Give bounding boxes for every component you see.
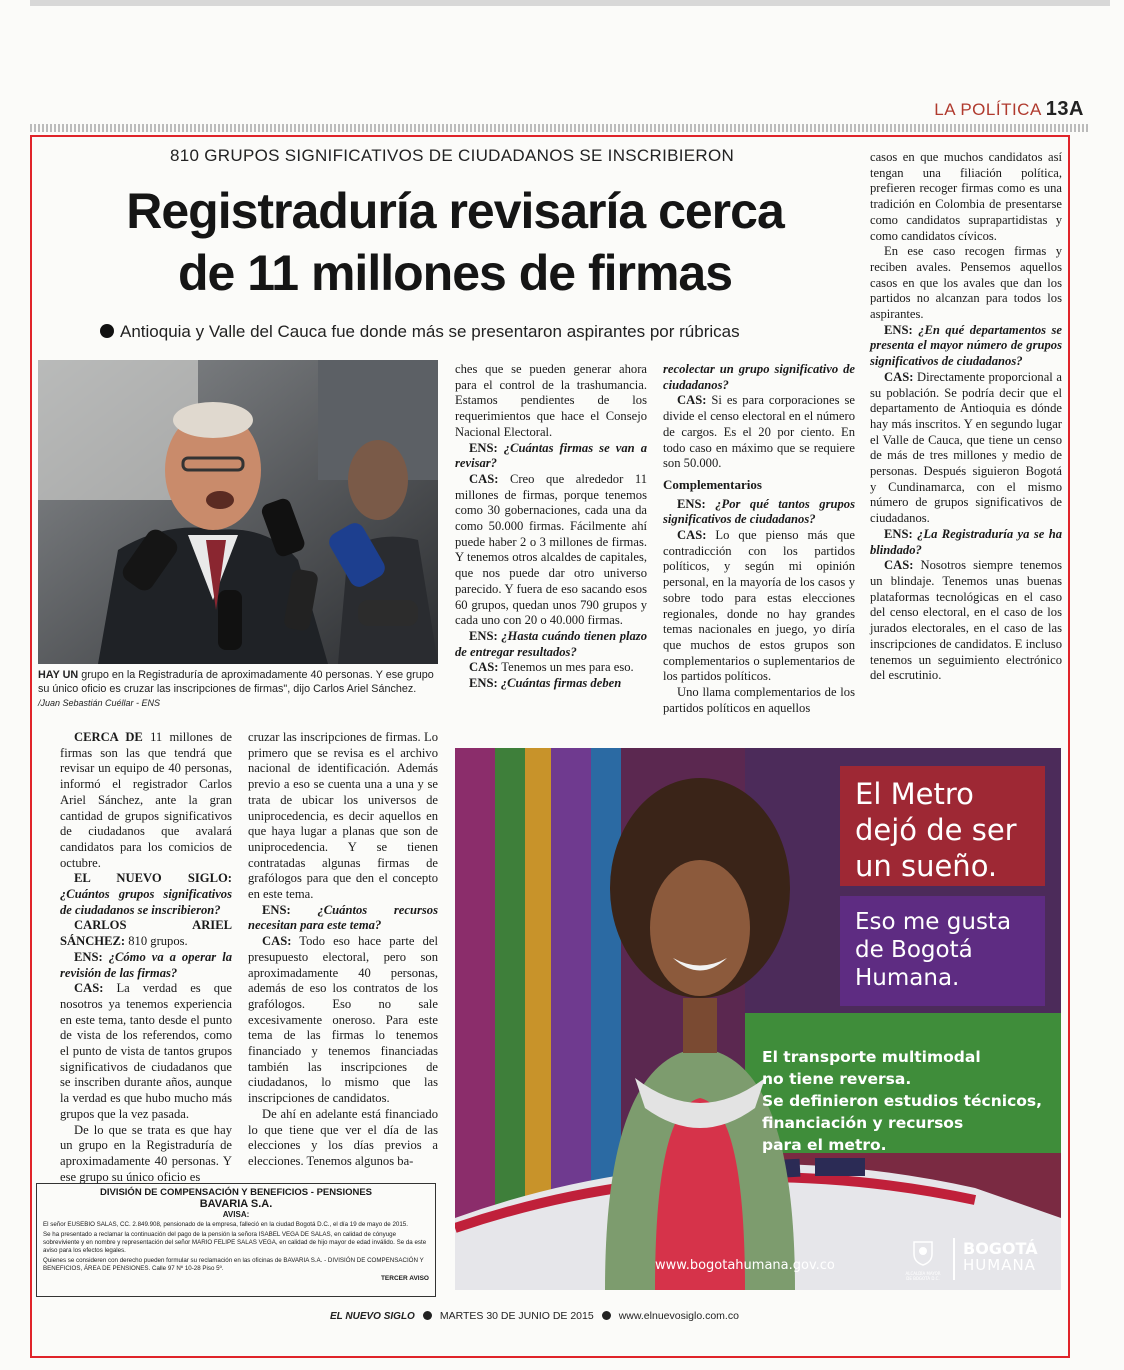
- speaker-label: CARLOS ARIEL SÁNCHEZ:: [60, 918, 232, 949]
- footer-date: MARTES 30 DE JUNIO DE 2015: [439, 1310, 594, 1322]
- dotted-rule: [30, 124, 1090, 132]
- ad-text-line: financiación y recursos: [762, 1114, 964, 1132]
- caption-credit: /Juan Sebastián Cuéllar - ENS: [38, 698, 161, 708]
- paragraph: Uno llama complementarios de los partidos políticos en aquellos: [663, 685, 855, 715]
- answer: Directamente proporcional a su población. Se podría decir que el departamento de Antioquia es dónde hay más inscritos. Y en segundo lugar el Valle de Cauca, que tiene un censo de más de tres millones y medio de personas. Después siguieron Bogotá y Cundinamarca, con el mismo número de grupos significativos de ciudadanos.: [870, 369, 1062, 526]
- speaker-label: ENS:: [74, 949, 103, 964]
- question: ¿La Registraduría ya se ha blindado?: [870, 526, 1062, 557]
- speaker-label: ENS:: [469, 628, 498, 643]
- ad-text-line: un sueño.: [855, 849, 998, 883]
- ad-text-line: El Metro: [855, 777, 974, 811]
- answer: Si es para corporaciones se divide el censo electoral en el número de cargos. Es el 20 por ciento. En todo caso en máximo que se requiere son 50.000.: [663, 393, 855, 471]
- ad-text-line: de Bogotá: [855, 937, 973, 963]
- article-column-4: [663, 362, 855, 716]
- paragraph: cruzar las inscripciones de firmas. Lo primero que se revisa es el archivo nacional de identificación. Además previo a eso se cuenta una a una y se trata de ubicar los universos de uniprocedencia, es decir aquellos en que haya lugar a planas que son de uniprocedencia. Y se tienen contratadas algunas firmas de grafólogos para que den el concepto en este tema.: [248, 730, 438, 902]
- paragraph: De lo que se trata es que hay un grupo en la Registraduría de aproximadamente 40 personas. Y ese grupo su único oficio es: [60, 1122, 232, 1184]
- answer: Nosotros siempre tenemos un blindaje. Tenemos unas buenas plataformas tecnológicas en el caso del censo electoral, en el caso de los jurados electorales, en el caso de las inscripciones de candidatos. E incluso tenemos un seguimiento electrónico del escrutinio.: [870, 558, 1063, 683]
- notice-title: DIVISIÓN DE COMPENSACIÓN Y BENEFICIOS - PENSIONES: [99, 1187, 373, 1198]
- answer: Todo eso hace parte del presupuesto electoral, pero son aproximadamente 40 personas, además de eso los contratos de los grafólogos. Eso no sale excesivamente oneroso. Para este tema de las firmas lo tenemos financiado y tenemos financiadas también las inscripciones de ciudadanos, lo mismo que las inscripciones de candidatos.: [248, 934, 438, 1106]
- page-number: 13A: [1045, 98, 1084, 120]
- article-column-5: [870, 150, 1062, 684]
- advertisement: [455, 748, 1061, 1290]
- question: ¿En qué departamentos se presenta el mayor número de grupos significativos de ciudadanos?: [870, 322, 1062, 369]
- bullet-icon: [100, 324, 114, 338]
- article-column-3: [455, 362, 647, 692]
- section-header: [934, 98, 1084, 121]
- speaker-label: ENS:: [469, 676, 498, 691]
- brand-line: BOGOTÁ: [963, 1239, 1038, 1258]
- question: recolectar un grupo significativo de ciudadanos?: [663, 362, 855, 392]
- paragraph: De ahí en adelante está financiado lo que tiene que ver el día de las elecciones y los días previos a elecciones. Tenemos algunos ba-: [248, 1106, 438, 1168]
- article-column-2: [248, 730, 438, 1170]
- paragraph: ches que se pueden generar ahora para el control de la trashumancia. Estamos pendientes de los requerimientos que hace el Consejo Nacional Electoral.: [455, 362, 647, 439]
- article-photo: [38, 360, 438, 664]
- photo-illustration: [38, 360, 438, 664]
- ad-text-line: Se definieron estudios técnicos,: [762, 1092, 1043, 1110]
- speaker-label: CAS:: [677, 393, 707, 408]
- ad-divider: [953, 1238, 955, 1280]
- speaker-label: CAS:: [469, 471, 499, 486]
- bullet-icon: [602, 1311, 611, 1320]
- answer: Creo que alrededor 11 millones de firmas, porque tenemos como 30 gobernaciones, cada una da como 50.000 firmas. Fácilmente ahí puede haber 2 o 3 millones de firmas. Y tenemos otros alcaldes de capitales, que nos puede dar otro universo parecido. Y fuera de eso sacando esos 60 grupos, quedan unos 790 grupos y cada uno con 20 o 40.000 firmas.: [455, 471, 647, 628]
- ad-text-line: para el metro.: [762, 1136, 887, 1154]
- paragraph: 11 millones de firmas son las que tendrá que revisar un equipo de 40 personas, informó el registrador Carlos Ariel Sánchez, ante la gran cantidad de grupos significativos de ciudadanos que avalará candidatos para los comicios de octubre.: [60, 730, 232, 870]
- ad-seal: [903, 1240, 943, 1281]
- footer-url[interactable]: www.elnuevosiglo.com.co: [618, 1310, 739, 1322]
- speaker-label: ENS:: [884, 322, 913, 337]
- speaker-label: ENS:: [884, 526, 913, 541]
- ad-text-line: El transporte multimodal: [762, 1048, 981, 1066]
- seal-text: ALCALDÍA MAYOR DE BOGOTÁ D.C.: [905, 1271, 941, 1281]
- notice-company: BAVARIA S.A.: [199, 1198, 273, 1210]
- caption-text: grupo en la Registraduría de aproximadamente 40 personas. Y ese grupo su único oficio es cruzar las inscripciones de firmas", dijo Carlos Ariel Sánchez.: [38, 669, 434, 695]
- ad-brand: [963, 1240, 1038, 1274]
- section-subheading: Complementarios: [663, 476, 762, 492]
- notice-label: AVISA:: [222, 1210, 250, 1219]
- legal-notice: [36, 1183, 436, 1297]
- headline-line-2: de 11 millones de firmas: [177, 245, 733, 301]
- paragraph: En ese caso recogen firmas y reciben avales. Pensemos aquellos casos en que los avales que dan los partidos no alcanzan para todos los aspirantes.: [870, 244, 1062, 322]
- answer: La verdad es que nosotros ya tenemos experiencia en este tema, tanto desde el punto de vista de los referendos, como el punto de vista de tantos grupos significativos de ciudadanos que se inscriben durante años, aunque la verdad es que hubo mucho más grupos que la vez pasada.: [60, 981, 232, 1121]
- speaker-label: CAS:: [884, 558, 914, 573]
- notice-paragraph: Se ha presentado a reclamar la continuación del pago de la pensión la señora ISABEL VEGA DE SALAS, en calidad de cónyuge sobreviviente y en nombre y representación del señor MARIO FELIPE SALAS VEGA, en calidad de hijo mayor de edad inválido. Se da este aviso para los efectos legales.: [43, 1231, 427, 1254]
- ad-text-line: dejó de ser: [855, 813, 1017, 847]
- ad-text-line: Eso me gusta: [855, 909, 1012, 935]
- speaker-label: ENS:: [469, 440, 498, 455]
- article-column-1: [60, 730, 232, 1185]
- notice-paragraph: El señor EUSEBIO SALAS, CC. 2.849.908, pensionado de la empresa, falleció en la ciudad Bogotá D.C., el día 19 de mayo de 2015.: [43, 1221, 408, 1228]
- caption-lead: HAY UN: [38, 669, 79, 681]
- footer-brand: EL NUEVO SIGLO: [330, 1311, 415, 1322]
- paragraph: casos en que muchos candidatos así tengan una filiación política, prefieren recoger firmas como es una tradición en Colombia de presentarse como candidatos suprapartidistas y como candidatos cívicos.: [870, 150, 1062, 243]
- bullet-icon: [423, 1311, 432, 1320]
- ad-url[interactable]: www.bogotahumana.gov.co: [655, 1258, 835, 1273]
- ad-text-line: Humana.: [855, 965, 960, 991]
- article-subhead: [100, 322, 740, 342]
- section-name: LA POLÍTICA: [934, 100, 1042, 119]
- question: ¿Cuántos grupos significativos de ciudadanos se inscribieron?: [60, 887, 232, 917]
- article-kicker: 810 GRUPOS SIGNIFICATIVOS DE CIUDADANOS SE INSCRIBIERON: [170, 146, 735, 165]
- speaker-label: CAS:: [262, 934, 292, 949]
- lead-in: CERCA DE: [74, 730, 143, 744]
- answer: Tenemos un mes para eso.: [498, 660, 634, 675]
- answer: 810 grupos.: [125, 934, 188, 949]
- notice-paragraph: Quienes se consideren con derecho pueden formular su reclamación en las oficinas de BAVARIA S.A. - DIVISIÓN DE COMPENSACIÓN Y BENEFICIOS, ÁREA DE PENSIONES. Calle 97 Nº 10-28 Piso 5º.: [43, 1257, 424, 1272]
- notice-sign: TERCER AVISO: [380, 1275, 429, 1282]
- speaker-label: CAS:: [884, 369, 914, 384]
- headline-line-1: Registraduría revisaría cerca: [126, 183, 784, 239]
- page-top-strip: [30, 0, 1110, 6]
- question: ¿Cuántos recursos necesitan para este tema?: [248, 902, 438, 933]
- question: ¿Cuántas firmas se van a revisar?: [455, 440, 647, 471]
- speaker-label: CAS:: [677, 528, 707, 543]
- question: ¿Hasta cuándo tienen plazo de entregar resultados?: [455, 628, 647, 659]
- question: ¿Por qué tantos grupos significativos de ciudadanos?: [663, 496, 855, 527]
- question: ¿Cómo va a operar la revisión de las firmas?: [60, 949, 232, 980]
- speaker-label: ENS:: [262, 902, 291, 917]
- photo-caption: [38, 668, 438, 710]
- ad-tagline: [855, 908, 1011, 992]
- page-footer: [330, 1310, 739, 1322]
- article-headline: [55, 180, 855, 304]
- ad-text-line: no tiene reversa.: [762, 1070, 912, 1088]
- speaker-label: CAS:: [74, 981, 104, 996]
- brand-line: HUMANA: [963, 1256, 1036, 1274]
- speaker-label: EL NUEVO SIGLO:: [74, 871, 232, 886]
- answer: Lo que pienso más que contradicción con los partidos políticos, y según mi opinión personal, en la mayoría de los casos y sobre todo para estas elecciones regionales, donde no hay grandes temas nacionales en juego, yo diría que muchos de estos grupos son complementarios o suplementarios de los partidos políticos.: [663, 528, 855, 684]
- subhead-text: Antioquia y Valle del Cauca fue donde más se presentaron aspirantes por rúbricas: [120, 322, 740, 341]
- ad-headline: [855, 776, 1017, 884]
- speaker-label: ENS:: [677, 496, 706, 511]
- ad-body: [762, 1046, 1042, 1156]
- speaker-label: CAS:: [469, 660, 499, 675]
- coat-of-arms-icon: [912, 1240, 934, 1266]
- question: ¿Cuántas firmas deben: [497, 676, 622, 691]
